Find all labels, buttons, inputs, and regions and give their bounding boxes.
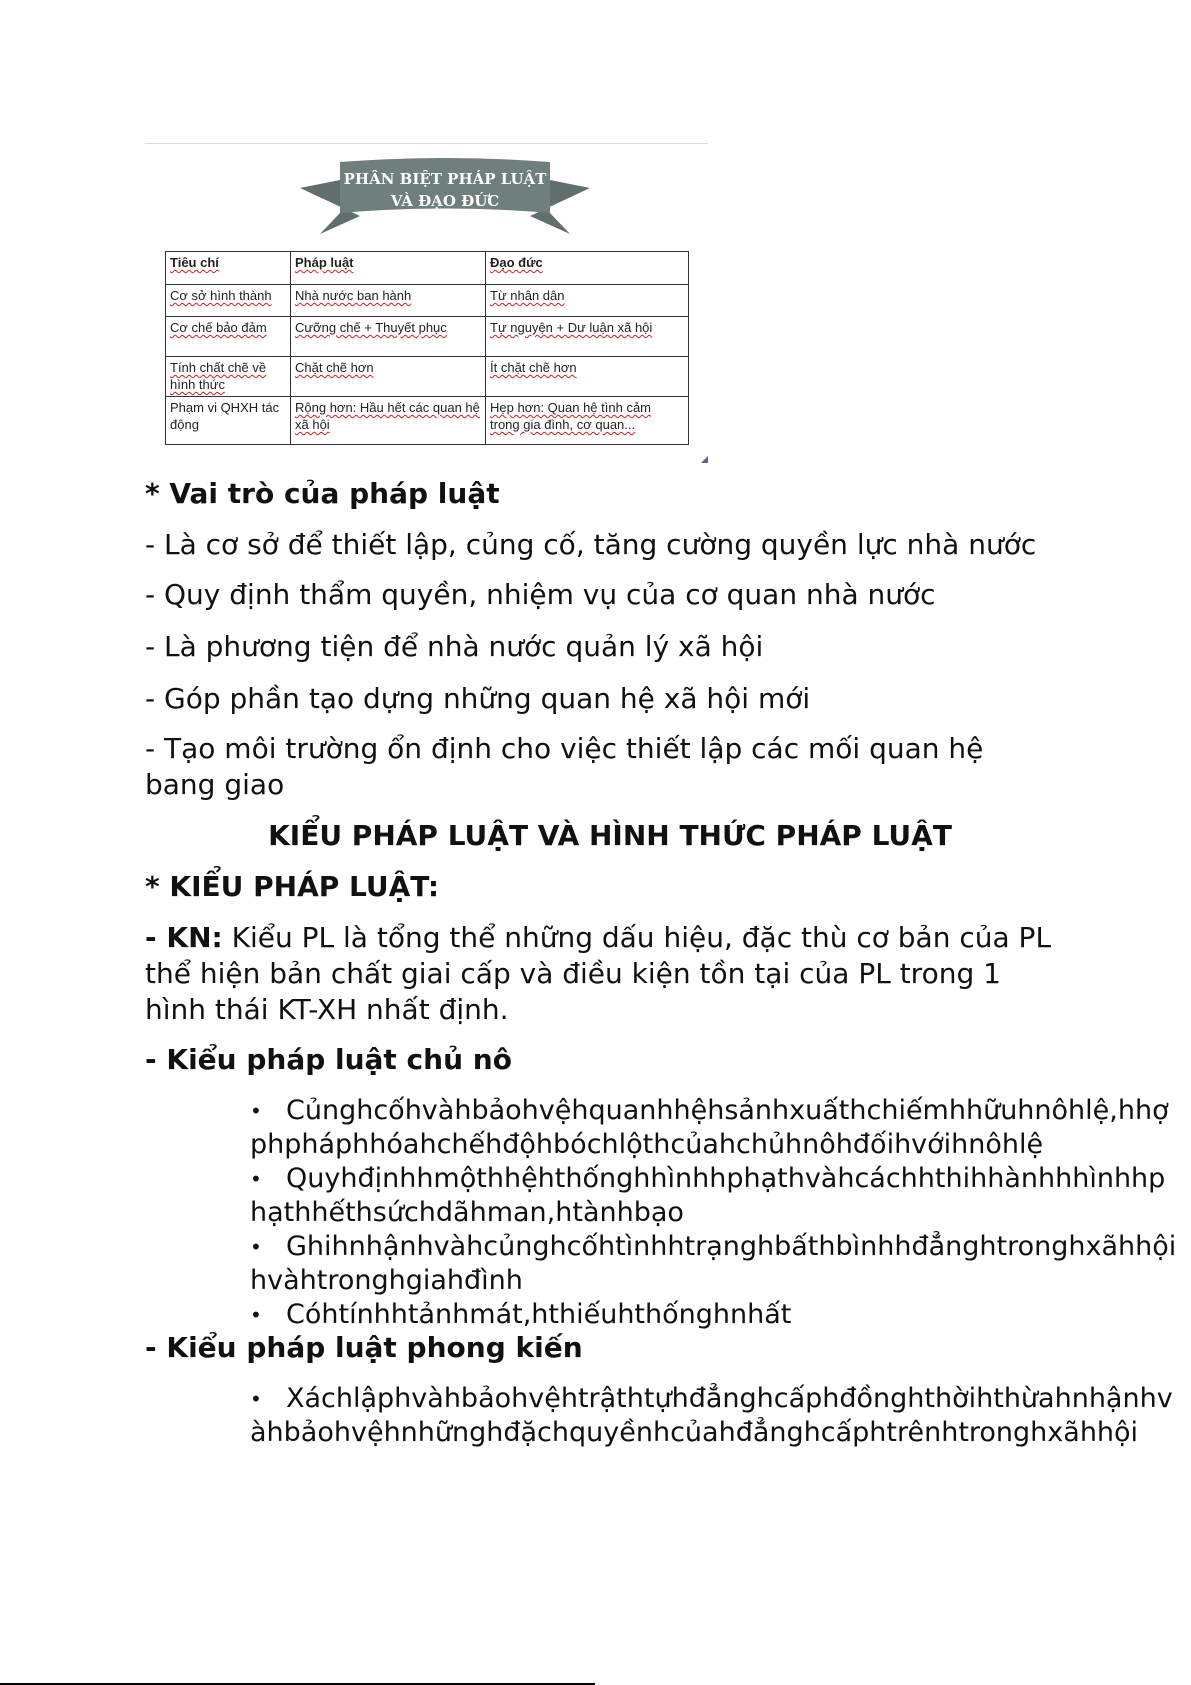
table-row — [166, 397, 689, 445]
table-cell: Nhà nước ban hành — [291, 285, 486, 317]
table-cell: Tự nguyện + Dư luận xã hội — [486, 317, 689, 357]
list-item: • Củnghcốhvàhbảohvệhquanhhệhsảnhxuấthchiếmhhữuhnôhlệ,hhợphpháphhóahchếhđộhbóchlộthcủahchủhnôhđốihvớihnôhlệ — [250, 1094, 1180, 1162]
table-cell: Ít chặt chẽ hơn — [486, 357, 689, 397]
vai-tro-heading: * Vai trò của pháp luật — [145, 477, 500, 510]
kieu-heading: * KIỂU PHÁP LUẬT: — [145, 870, 440, 903]
resize-corner-icon — [701, 456, 708, 463]
banner-title — [300, 168, 590, 212]
chu-no-heading: - Kiểu pháp luật chủ nô — [145, 1043, 512, 1076]
vai-tro-item: - Quy định thẩm quyền, nhiệm vụ của cơ quan nhà nước — [145, 578, 936, 611]
table-row — [166, 317, 689, 357]
section-title: KIỂU PHÁP LUẬT VÀ HÌNH THỨC PHÁP LUẬT — [268, 819, 952, 852]
kn-label: - KN: — [145, 921, 223, 954]
list-item: • Cóhtínhhtảnhmát,hthiếuhthốnghnhất — [250, 1298, 1180, 1332]
kn-text: Kiểu PL là tổng thể những dấu hiệu, đặc thù cơ bản của PL thể hiện bản chất giai cấp và điều kiện tồn tại của PL trong 1 hình thái KT-XH nhất định. — [145, 921, 1052, 1026]
ribbon-banner — [300, 158, 590, 234]
list-item: • Ghihnhậnhvàhcủnghcốhtìnhhtrạnghbấthbìnhhđẳnghtronghxãhhộihvàhtronghgiahđình — [250, 1230, 1180, 1298]
table-cell: Từ nhân dân — [486, 285, 689, 317]
header-law: Pháp luật — [291, 252, 486, 285]
table-cell: Cưỡng chế + Thuyết phục — [291, 317, 486, 357]
list-item: • Quyhđịnhhmộthhệhthốnghhìnhhphạthvàhcáchhthihhànhhhìnhhphạthhếthsứchdãhman,htànhbạo — [250, 1162, 1180, 1230]
vai-tro-item: - Là cơ sở để thiết lập, củng cố, tăng cường quyền lực nhà nước — [145, 528, 1037, 561]
phong-kien-list — [250, 1382, 1180, 1450]
kn-definition — [145, 920, 1055, 1028]
top-divider — [145, 143, 708, 144]
banner-line-1: PHÂN BIỆT PHÁP LUẬT — [343, 170, 547, 188]
vai-tro-item: - Là phương tiện để nhà nước quản lý xã hội — [145, 630, 764, 663]
phong-kien-heading: - Kiểu pháp luật phong kiến — [145, 1331, 583, 1364]
table-header-row — [166, 252, 689, 285]
header-ethics: Đạo đức — [486, 252, 689, 285]
banner-line-2: VÀ ĐẠO ĐỨC — [390, 192, 500, 210]
table-cell: Hẹp hơn: Quan hệ tình cảm trong gia đình, cơ quan... — [486, 397, 689, 445]
comparison-table — [165, 251, 689, 445]
table-row — [166, 285, 689, 317]
table-cell: Cơ sở hình thành — [166, 285, 291, 317]
table-cell: Cơ chế bảo đảm — [166, 317, 291, 357]
table-row — [166, 357, 689, 397]
chu-no-list — [250, 1094, 1180, 1332]
list-item: • Xáchlậphvàhbảohvệhtrậthtựhđẳnghcấphđồnghthờihthừahnhậnhvàhbảohvệhnhữnghđặchquyềnhcủahđẳnghcấphtrênhtronghxãhhội — [250, 1382, 1180, 1450]
table-cell: Rộng hơn: Hầu hết các quan hệ xã hội — [291, 397, 486, 445]
vai-tro-item: - Tạo môi trường ổn định cho việc thiết lập các mối quan hệ bang giao — [145, 732, 984, 801]
header-criteria: Tiêu chí — [166, 252, 291, 285]
table-cell: Phạm vi QHXH tác động — [166, 397, 291, 445]
table-cell: Tính chất chẽ về hình thức — [166, 357, 291, 397]
table-cell: Chặt chẽ hơn — [291, 357, 486, 397]
vai-tro-item: - Góp phần tạo dựng những quan hệ xã hội mới — [145, 682, 811, 715]
comparison-figure — [145, 158, 708, 463]
